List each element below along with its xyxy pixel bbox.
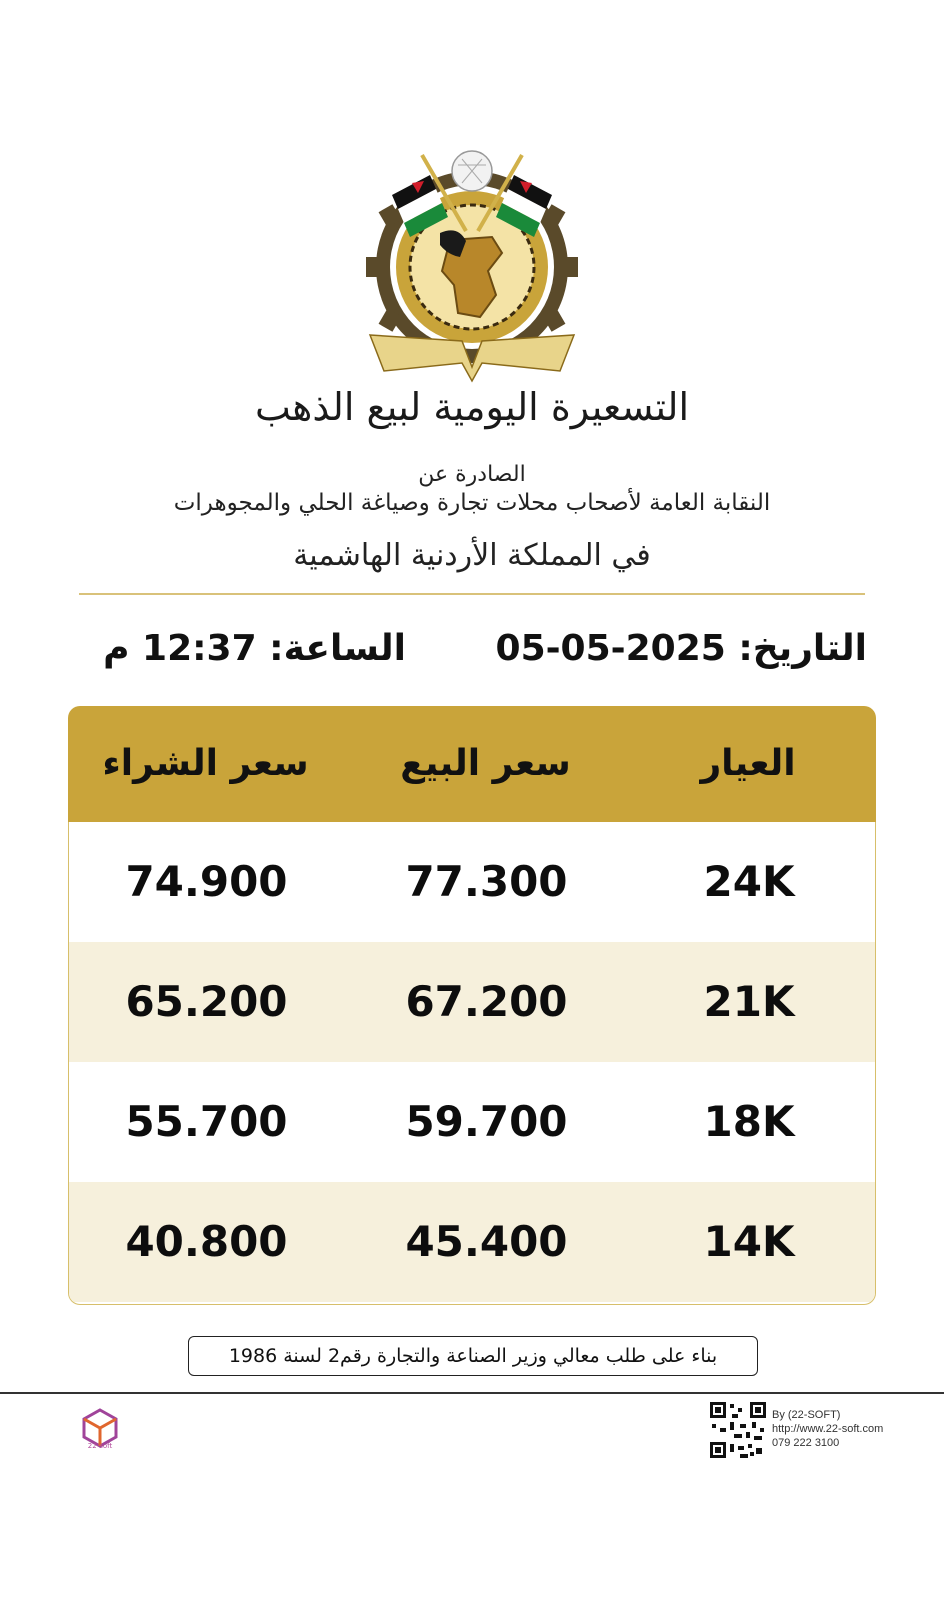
buy-price-cell: 40.800 — [125, 1217, 288, 1266]
karat-cell: 24K — [703, 857, 795, 906]
time-block — [103, 628, 406, 678]
karat-cell: 21K — [703, 977, 795, 1026]
sell-price-cell: 77.300 — [405, 857, 568, 906]
buy-price-cell: 55.700 — [125, 1097, 288, 1146]
table-row — [69, 822, 875, 942]
karat-cell: 14K — [703, 1217, 795, 1266]
issued-by-label: الصادرة عن — [418, 462, 526, 487]
credit-by: By (22-SOFT) — [772, 1409, 841, 1421]
sell-price-cell: 45.400 — [405, 1217, 568, 1266]
buy-price-cell: 74.900 — [125, 857, 288, 906]
diamond-icon — [452, 151, 492, 191]
sell-price-cell: 59.700 — [405, 1097, 568, 1146]
credit-url: http://www.22-soft.com — [772, 1423, 884, 1435]
time-value: 12:37 — [142, 628, 257, 669]
union-emblem-icon — [362, 145, 582, 385]
union-name: النقابة العامة لأصحاب محلات تجارة وصياغة الحلي والمجوهرات — [173, 490, 771, 516]
header-sell-price: سعر البيع — [400, 743, 571, 784]
buy-price-cell: 65.200 — [125, 977, 288, 1026]
table-row — [69, 1062, 875, 1182]
divider — [79, 593, 865, 595]
kingdom-name: في المملكة الأردنية الهاشمية — [293, 538, 651, 573]
time-label: الساعة: — [269, 628, 406, 669]
table-body — [68, 822, 876, 1305]
qr-code-icon — [710, 1402, 766, 1458]
credit-phone: 079 222 3100 — [772, 1437, 840, 1449]
karat-cell: 18K — [703, 1097, 795, 1146]
table-row — [69, 942, 875, 1062]
brand-caption: 22-soft — [87, 1442, 113, 1450]
date-value: 05-05-2025 — [495, 628, 726, 669]
page-title: التسعيرة اليومية لبيع الذهب — [254, 385, 689, 429]
sell-price-cell: 67.200 — [405, 977, 568, 1026]
credits — [772, 1408, 883, 1450]
date-block — [496, 628, 867, 678]
price-table — [68, 706, 876, 1306]
header-buy-price: سعر الشراء — [102, 743, 309, 784]
table-header — [68, 706, 876, 822]
date-label: التاريخ: — [738, 628, 867, 669]
time-suffix: م — [103, 628, 130, 669]
decree-note: بناء على طلب معالي وزير الصناعة والتجارة رقم2 لسنة 1986 — [188, 1336, 758, 1376]
footer-divider — [0, 1392, 944, 1394]
table-row — [69, 1182, 875, 1302]
header-karat: العيار — [700, 743, 796, 784]
